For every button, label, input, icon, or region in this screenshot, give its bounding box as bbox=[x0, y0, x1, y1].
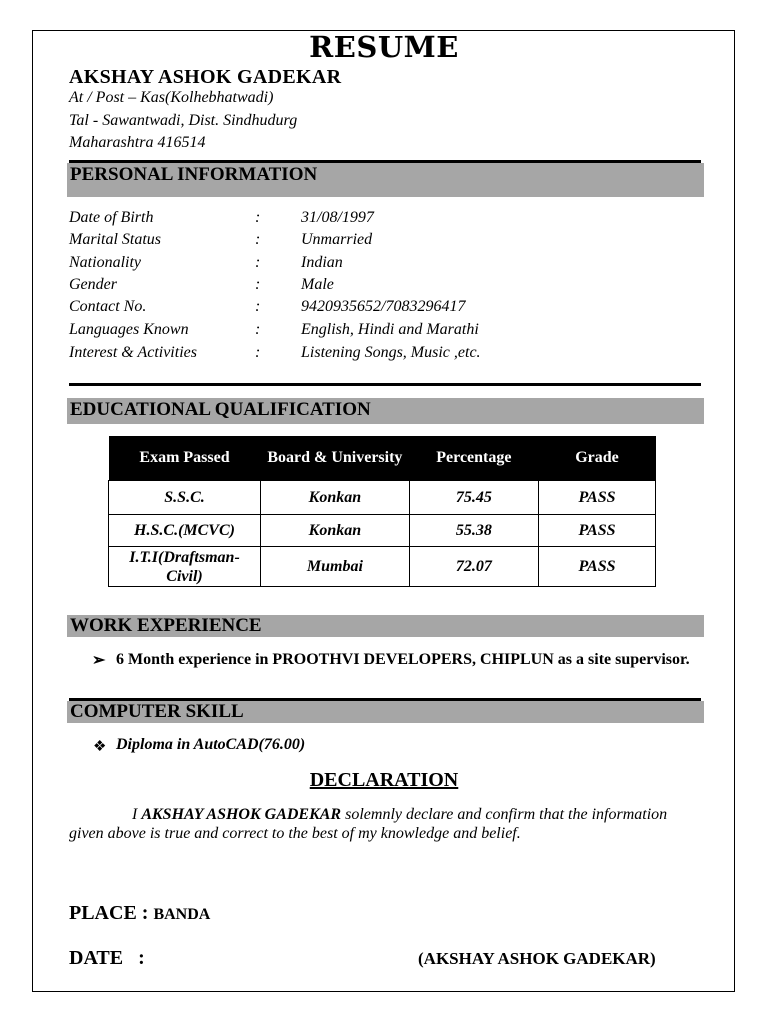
place-line bbox=[69, 902, 210, 925]
marital-status-label: Marital Status bbox=[69, 231, 162, 248]
computer-skill-heading: COMPUTER SKILL bbox=[67, 701, 704, 723]
exam-cell: H.S.C.(MCVC) bbox=[109, 515, 261, 547]
separator: : bbox=[255, 209, 261, 226]
declaration-name: AKSHAY ASHOK GADEKAR bbox=[141, 806, 342, 823]
separator: : bbox=[255, 321, 261, 338]
column-header: Exam Passed bbox=[109, 436, 261, 481]
place-value: BANDA bbox=[153, 906, 211, 923]
gender-value: Male bbox=[301, 276, 334, 293]
table-header-row bbox=[109, 436, 656, 481]
work-experience-heading: WORK EXPERIENCE bbox=[67, 615, 704, 637]
interests-label: Interest & Activities bbox=[69, 344, 197, 361]
computer-skill-item: Diploma in AutoCAD(76.00) bbox=[116, 736, 306, 753]
declaration-prefix: I bbox=[132, 806, 142, 823]
diamond-bullet-icon: ❖ bbox=[93, 739, 107, 755]
work-experience-item: 6 Month experience in PROOTHVI DEVELOPERS, CHIPLUN as a site supervisor. bbox=[116, 651, 690, 668]
address-line-3: Maharashtra 416514 bbox=[69, 134, 206, 151]
date-label: DATE : bbox=[69, 947, 145, 969]
board-cell: Konkan bbox=[261, 515, 410, 547]
percentage-cell: 55.38 bbox=[409, 515, 538, 547]
signature-name: (AKSHAY ASHOK GADEKAR) bbox=[418, 949, 656, 968]
board-cell: Mumbai bbox=[261, 547, 410, 587]
column-header: Grade bbox=[538, 436, 655, 481]
declaration-text bbox=[69, 805, 699, 843]
dob-label: Date of Birth bbox=[69, 209, 154, 226]
nationality-label: Nationality bbox=[69, 254, 141, 271]
declaration-heading: DECLARATION bbox=[309, 769, 459, 791]
exam-cell: S.S.C. bbox=[109, 481, 261, 515]
column-header: Percentage bbox=[409, 436, 538, 481]
grade-cell: PASS bbox=[538, 515, 655, 547]
table-row bbox=[109, 547, 656, 587]
personal-info-heading: PERSONAL INFORMATION bbox=[67, 163, 704, 197]
address-line-2: Tal - Sawantwadi, Dist. Sindhudurg bbox=[69, 112, 298, 129]
separator: : bbox=[255, 231, 261, 248]
interests-value: Listening Songs, Music ,etc. bbox=[301, 344, 481, 361]
education-table bbox=[108, 436, 656, 587]
percentage-cell: 75.45 bbox=[409, 481, 538, 515]
gender-label: Gender bbox=[69, 276, 117, 293]
grade-cell: PASS bbox=[538, 547, 655, 587]
dob-value: 31/08/1997 bbox=[301, 209, 374, 226]
languages-label: Languages Known bbox=[69, 321, 189, 338]
marital-status-value: Unmarried bbox=[301, 231, 373, 248]
languages-value: English, Hindi and Marathi bbox=[301, 321, 479, 338]
separator: : bbox=[255, 276, 261, 293]
education-heading: EDUCATIONAL QUALIFICATION bbox=[67, 398, 704, 424]
address-line-1: At / Post – Kas(Kolhebhatwadi) bbox=[69, 89, 274, 106]
resume-title: RESUME bbox=[309, 30, 459, 64]
candidate-name: AKSHAY ASHOK GADEKAR bbox=[69, 66, 342, 88]
nationality-value: Indian bbox=[301, 254, 343, 271]
declaration-body: solemnly declare and confirm that the information given above is true and correct to the best of my knowledge and belief. bbox=[69, 806, 668, 842]
contact-value: 9420935652/7083296417 bbox=[301, 298, 466, 315]
table-row bbox=[109, 481, 656, 515]
separator: : bbox=[255, 344, 261, 361]
board-cell: Konkan bbox=[261, 481, 410, 515]
separator: : bbox=[255, 254, 261, 271]
column-header: Board & University bbox=[261, 436, 410, 481]
divider bbox=[69, 383, 701, 386]
grade-cell: PASS bbox=[538, 481, 655, 515]
exam-cell: I.T.I(Draftsman-Civil) bbox=[109, 547, 261, 587]
place-label: PLACE : bbox=[69, 902, 154, 924]
contact-label: Contact No. bbox=[69, 298, 147, 315]
arrow-bullet-icon: ➢ bbox=[92, 652, 106, 669]
table-row bbox=[109, 515, 656, 547]
percentage-cell: 72.07 bbox=[409, 547, 538, 587]
separator: : bbox=[255, 298, 261, 315]
